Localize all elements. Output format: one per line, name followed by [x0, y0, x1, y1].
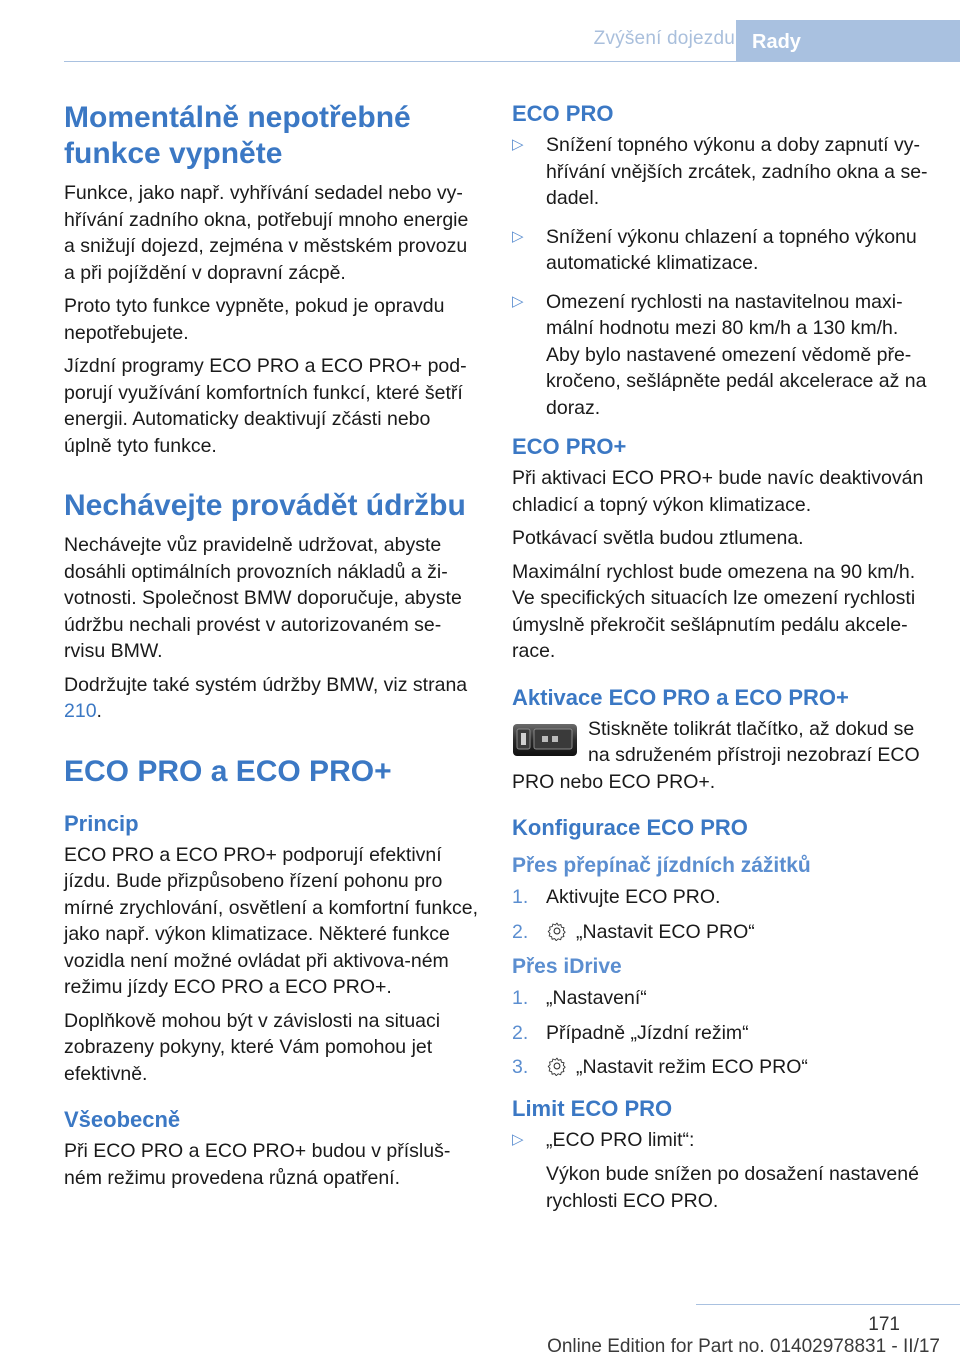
heading-idrive: Přes iDrive — [512, 955, 622, 978]
heading-activate: Aktivace ECO PRO a ECO PRO+ — [512, 684, 849, 710]
step-number: 1. — [512, 987, 529, 1009]
heading-eco-pro: ECO PRO a ECO PRO+ — [64, 754, 392, 788]
step-number: 2. — [512, 920, 529, 943]
paragraph: Funkce, jako např. vyhřívání sedadel nebo vy-hřívání zadního okna, potřebují mnoho energie a snižují dojezd, zejména v městském provozu a při pojíždění v dopravní zácpě. — [64, 182, 469, 284]
list-item-text: Snížení výkonu chlazení a topného výkonu automatické klimatizace. — [546, 225, 917, 274]
header-rule — [64, 61, 960, 62]
paragraph: Jízdní programy ECO PRO a ECO PRO+ pod-porují využívání komfortních funkcí, které šetří energii. Automaticky deaktivují zčásti nebo úplně tyto funkce. — [64, 355, 467, 457]
step-text: „Nastavit režim ECO PRO“ — [576, 1056, 808, 1078]
paragraph: Doplňkově mohou být v závislosti na situaci zobrazeny pokyny, které Vám pomohou jet efektivně. — [64, 1009, 441, 1085]
paragraph: Stiskněte tolikrát tlačítko, až dokud se na sdruženém přístroji nezobrazí ECO PRO nebo ECO PRO+. — [512, 717, 920, 793]
triangle-bullet-icon: ▷ — [512, 1130, 524, 1148]
page-link[interactable]: 210 — [64, 700, 97, 722]
header-tab: Rady — [736, 20, 960, 62]
heading-eco-pro-plus: ECO PRO+ — [512, 434, 627, 459]
paragraph: Proto tyto funkce vypněte, pokud je opravdu nepotřebujete. — [64, 295, 445, 344]
paragraph: Potkávací světla budou ztlumena. — [512, 527, 804, 549]
paragraph-with-link — [64, 672, 482, 725]
eco-pro-list — [512, 132, 932, 421]
step-item — [512, 1020, 932, 1047]
heading-config: Konfigurace ECO PRO — [512, 815, 748, 840]
step-item — [512, 985, 932, 1012]
paragraph: Při ECO PRO a ECO PRO+ budou v přísluš-ném režimu provedena různá opatření. — [64, 1140, 451, 1189]
step-item — [512, 884, 932, 911]
list-item — [512, 1127, 932, 1215]
step-text: „Nastavit ECO PRO“ — [576, 920, 755, 943]
header-section-title: Zvýšení dojezdu — [593, 28, 735, 49]
paragraph-text: Dodržujte také systém údržby BMW, viz strana — [64, 673, 468, 696]
heading-switch-off: Momentálně nepotřebné funkce vypněte — [64, 101, 411, 170]
step-item — [512, 1054, 932, 1081]
list-item — [512, 289, 932, 422]
heading-eco-pro-right: ECO PRO — [512, 101, 614, 126]
list-item-text: Snížení topného výkonu a doby zapnutí vy-hřívání vnějších zrcátek, zadního okna a se-dadel. — [546, 134, 928, 209]
paragraph: ECO PRO a ECO PRO+ podporují efektivní jízdu. Bude přizpůsobeno řízení pohonu pro mírné zrychlování, osvětlení a komfortní funkce, jako např. výkon klimatizace. Některé funkce vozidla není možné ovládat při aktivova-ném režimu jízdy ECO PRO a ECO PRO+. — [64, 843, 479, 998]
heading-switch: Přes přepínač jízdních zážitků — [512, 854, 811, 877]
gear-icon — [546, 921, 568, 941]
list-item — [512, 132, 932, 212]
triangle-bullet-icon: ▷ — [512, 227, 524, 245]
idrive-steps — [512, 985, 932, 1081]
triangle-bullet-icon: ▷ — [512, 136, 524, 153]
list-item-text: „ECO PRO limit“: — [546, 1128, 695, 1151]
paragraph: Nechávejte vůz pravidelně udržovat, abyste dosáhli optimálních provozních nákladů a ži-votnosti. Společnost BMW doporučuje, abyste údržbu nechali provést v autorizovaném se-rvisu BMW. — [64, 534, 462, 662]
heading-princip: Princip — [64, 810, 139, 836]
heading-limit: Limit ECO PRO — [512, 1095, 673, 1121]
edition-note: Online Edition for Part no. 01402978831 - II/17 — [547, 1336, 940, 1357]
step-text: Případně „Jízdní režim“ — [546, 1021, 749, 1044]
list-item-detail: Výkon bude snížen po dosažení nastavené rychlosti ECO PRO. — [546, 1163, 919, 1212]
triangle-bullet-icon: ▷ — [512, 292, 524, 310]
heading-maintenance: Nechávejte provádět údržbu — [64, 489, 466, 522]
period: . — [96, 700, 102, 722]
list-item — [512, 224, 932, 277]
right-column — [512, 100, 932, 1226]
step-number: 3. — [512, 1056, 529, 1078]
paragraph: Při aktivaci ECO PRO+ bude navíc deaktivován chladicí a topný výkon klimatizace. — [512, 467, 924, 516]
left-column — [64, 100, 482, 1198]
step-text: „Nastavení“ — [546, 987, 647, 1009]
driving-mode-button-icon — [512, 722, 578, 758]
switch-steps — [512, 884, 932, 945]
list-item-text: Omezení rychlosti na nastavitelnou maxi-mální hodnotu mezi 80 km/h a 130 km/h. Aby bylo nastavené omezení vědomě pře-kročeno, sešlápněte pedál akcelerace až na doraz. — [546, 290, 927, 419]
heading-general: Všeobecně — [64, 1107, 181, 1132]
activate-instruction — [512, 716, 932, 796]
limit-list — [512, 1127, 932, 1215]
step-number: 1. — [512, 886, 529, 908]
footer-rule — [696, 1304, 960, 1305]
page-number: 171 — [868, 1314, 900, 1335]
paragraph: Maximální rychlost bude omezena na 90 km/h. Ve specifických situacích lze omezení rychlosti úmyslně překročit sešlápnutím pedálu akcele-race. — [512, 560, 916, 662]
step-text: Aktivujte ECO PRO. — [546, 886, 721, 908]
step-item — [512, 919, 932, 946]
step-number: 2. — [512, 1021, 529, 1044]
gear-icon — [546, 1056, 568, 1076]
